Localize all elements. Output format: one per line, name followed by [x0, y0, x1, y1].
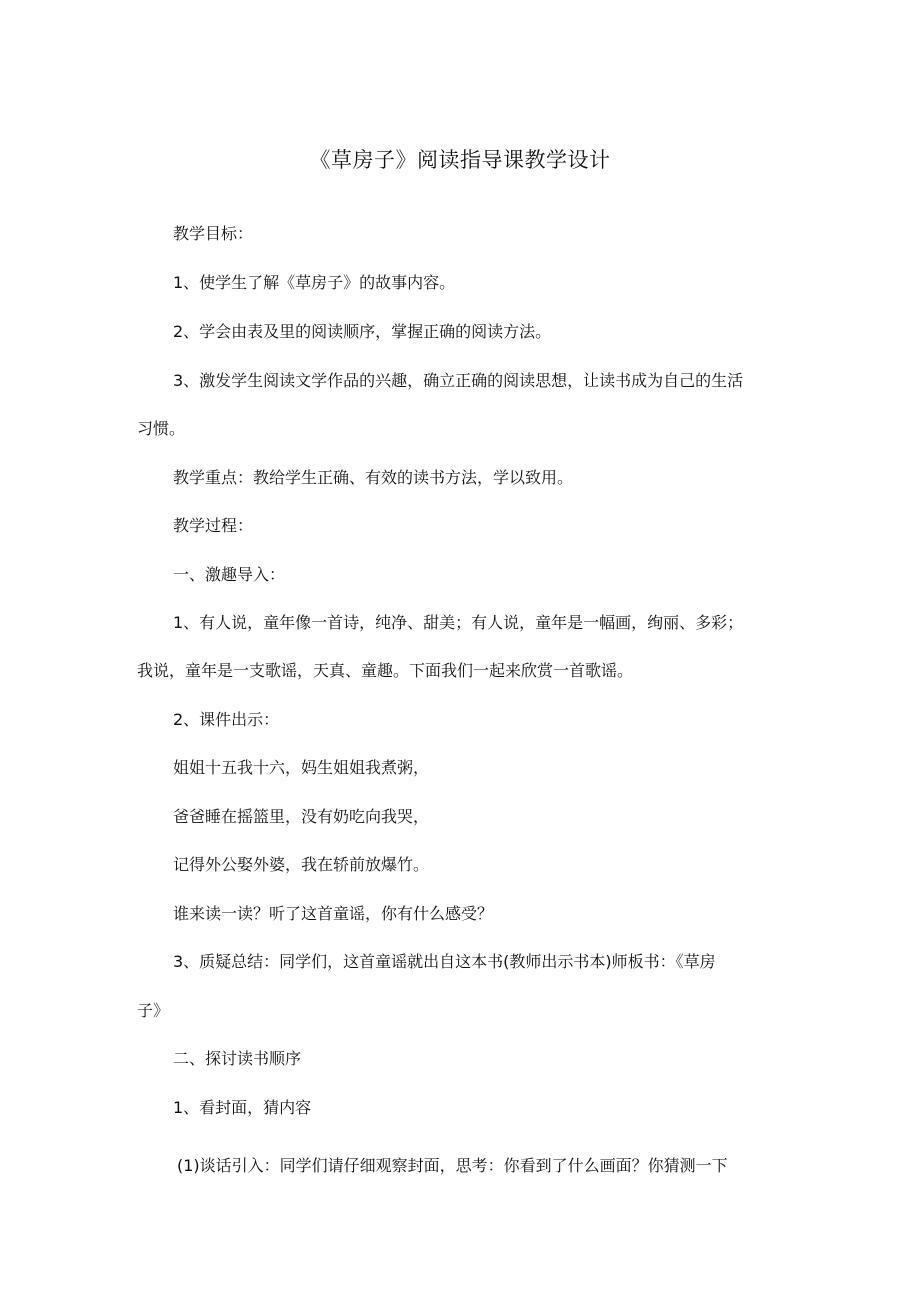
teaching-focus: 教学重点：教给学生正确、有效的读书方法，学以致用。 [173, 468, 574, 487]
ballad-line: 姐姐十五我十六，妈生姐姐我煮粥， [173, 758, 430, 777]
teaching-process-heading: 教学过程： [173, 516, 254, 535]
question-line: 谁来读一读？听了这首童谣，你有什么感受？ [173, 904, 494, 923]
subsection-heading: 1、看封面，猜内容 [173, 1098, 312, 1117]
goal-item-3-continued: 习惯。 [137, 419, 186, 438]
goal-item-3: 3、激发学生阅读文学作品的兴趣，确立正确的阅读思想，让读书成为自己的生活 [173, 371, 744, 390]
paragraph-line: 我说，童年是一支歌谣，天真、童趣。下面我们一起来欣赏一首歌谣。 [137, 661, 634, 680]
paragraph-line: 子》 [137, 1001, 170, 1020]
document-title: 《草房子》阅读指导课教学设计 [309, 148, 611, 172]
ballad-line: 爸爸睡在摇篮里，没有奶吃向我哭， [173, 807, 430, 826]
paragraph-line: 1、有人说，童年像一首诗，纯净、甜美；有人说，童年是一幅画，绚丽、多彩； [173, 613, 744, 632]
courseware-heading: 2、课件出示： [173, 710, 280, 729]
paragraph-line: (1)谈话引入：同学们请仔细观察封面，思考：你看到了什么画面？你猜测一下 [177, 1156, 728, 1175]
section-two-heading: 二、探讨读书顺序 [173, 1049, 302, 1068]
goal-item-1: 1、使学生了解《草房子》的故事内容。 [173, 273, 456, 292]
teaching-goals-heading: 教学目标： [173, 224, 254, 243]
section-one-heading: 一、激趣导入： [173, 565, 286, 584]
paragraph-line: 3、质疑总结：同学们，这首童谣就出自这本书(教师出示书本)师板书：《草房 [173, 952, 716, 971]
goal-item-2: 2、学会由表及里的阅读顺序，掌握正确的阅读方法。 [173, 322, 552, 341]
ballad-line: 记得外公娶外婆，我在轿前放爆竹。 [173, 855, 430, 874]
